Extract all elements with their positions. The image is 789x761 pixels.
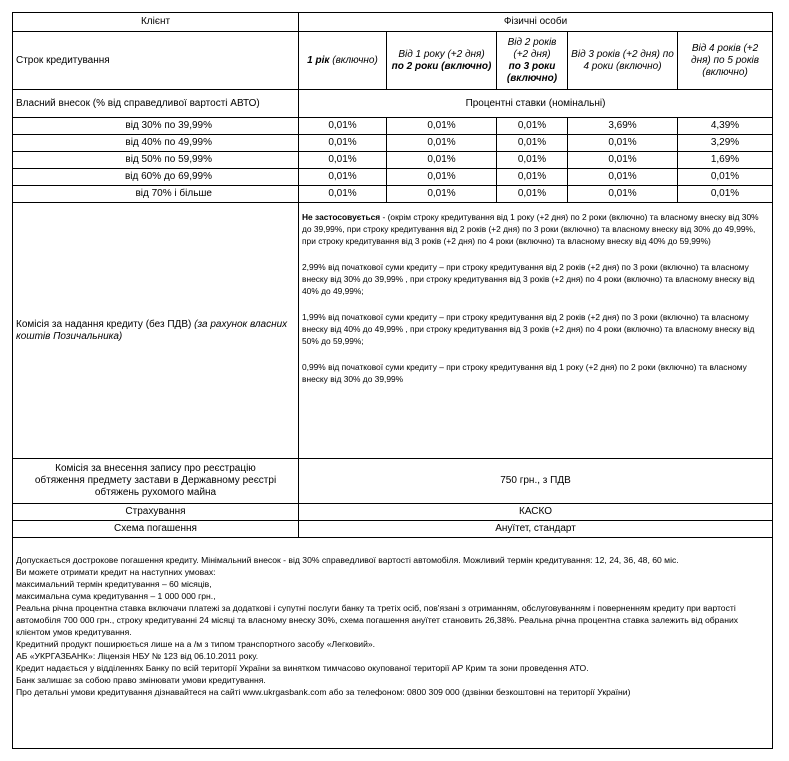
credit-terms-table (12, 12, 773, 749)
rate-value: 0,01% (497, 152, 568, 169)
rate-value: 0,01% (497, 169, 568, 186)
note-line: максимальна сума кредитування – 1 000 000 грн., (16, 591, 216, 601)
client-label: Клієнт (13, 13, 299, 32)
rate-row (13, 169, 773, 186)
note-line: Банк залишає за собою право змінювати умови кредитування. (16, 675, 266, 685)
rate-value: 0,01% (387, 135, 497, 152)
rate-value: 0,01% (299, 152, 387, 169)
rate-value: 0,01% (568, 152, 678, 169)
term-col-2: Від 1 року (+2 дня) по 2 роки (включно) (387, 32, 497, 90)
terms-label: Строк кредитування (13, 32, 299, 90)
insurance-row (13, 504, 773, 521)
rates-header: Процентні ставки (номінальні) (299, 90, 773, 118)
insurance-label: Страхування (13, 504, 299, 521)
registry-label: Комісія за внесення запису про реєстрацію обтяження предмету застави в Державному реєстрі обтяжень рухомого майна (13, 459, 299, 504)
client-value: Фізичні особи (299, 13, 773, 32)
rate-range: від 70% і більше (13, 186, 299, 203)
rate-value: 0,01% (299, 118, 387, 135)
rate-range: від 40% по 49,99% (13, 135, 299, 152)
notes-row (13, 538, 773, 749)
client-row (13, 13, 773, 32)
repayment-label: Схема погашення (13, 521, 299, 538)
rate-value: 4,39% (678, 118, 773, 135)
note-line: Про детальні умови кредитування дізнавайтеся на сайті www.ukrgasbank.com або за телефоном: 0800 309 000 (дзвінки безкоштовні на території України) (16, 687, 631, 697)
rate-value: 0,01% (387, 169, 497, 186)
commission-details (299, 203, 773, 459)
rate-value: 0,01% (497, 135, 568, 152)
registry-value: 750 грн., з ПДВ (299, 459, 773, 504)
registry-row (13, 459, 773, 504)
rate-value: 3,29% (678, 135, 773, 152)
notes-block (13, 538, 773, 749)
commission-label: Комісія за надання кредиту (без ПДВ) (за рахунок власних коштів Позичальника) (13, 203, 299, 459)
rate-value: 0,01% (497, 118, 568, 135)
rate-range: від 30% по 39,99% (13, 118, 299, 135)
rate-value: 0,01% (387, 152, 497, 169)
term-col-3: Від 2 років (+2 дня) по 3 роки (включно) (497, 32, 568, 90)
rate-value: 0,01% (497, 186, 568, 203)
term-col-4: Від 3 років (+2 дня) по 4 роки (включно) (568, 32, 678, 90)
rate-value: 1,69% (678, 152, 773, 169)
rate-value: 0,01% (678, 169, 773, 186)
term-col-5: Від 4 років (+2 дня) по 5 років (включно) (678, 32, 773, 90)
rate-value: 0,01% (568, 135, 678, 152)
commission-row (13, 203, 773, 459)
rate-value: 0,01% (387, 186, 497, 203)
rate-value: 3,69% (568, 118, 678, 135)
rate-value: 0,01% (299, 135, 387, 152)
commission-paragraph: 1,99% від початкової суми кредиту – при строку кредитування від 2 років (+2 дня) по 3 роки (включно) та власному внеску від 40% до 49,99% , при строку кредитування від 3 років (+2 дня) по 4 роки (включно) та власному внеску від 50% до 59,99%; (302, 312, 755, 346)
rate-value: 0,01% (299, 186, 387, 203)
rate-value: 0,01% (387, 118, 497, 135)
note-line: Реальна річна процентна ставка включачи платежі за додаткові і супутні послуги банку та третіх осіб, пов'язані з отриманням, обслуговуванням і поверненням кредиту при вартості автомобіля 700 000 грн., строку кредитуванні 24 місяці та власному внеску 30%, схема погашення ануїтет становить 26,38%. Реальна річна процентна ставка залежить від обраних клієнтом умов кредитування. (16, 603, 739, 637)
note-line: максимальний термін кредитування – 60 місяців, (16, 579, 212, 589)
rate-row (13, 118, 773, 135)
rate-value: 0,01% (678, 186, 773, 203)
commission-paragraph: 2,99% від початкової суми кредиту – при строку кредитування від 2 років (+2 дня) по 3 роки (включно) та власному внеску від 30% до 39,99% , при строку кредитування від 3 років (+2 дня) по 4 роки (включно) та власному внеску від 40% до 49,99%; (302, 262, 755, 296)
rate-row (13, 135, 773, 152)
repayment-row (13, 521, 773, 538)
term-col-1: 1 рік (включно) (299, 32, 387, 90)
note-line: Кредитний продукт поширюється лише на а /м з типом транспортного засобу «Легковий». (16, 639, 376, 649)
note-line: АБ «УКРГАЗБАНК»: Ліцензія НБУ № 123 від 06.10.2011 року. (16, 651, 259, 661)
rate-row (13, 186, 773, 203)
commission-paragraph: Не застосовується - (окрім строку кредитування від 1 року (+2 дня) по 2 роки (включно) та власному внеску від 30% до 39,99%, при строку кредитування від 2 років (+2 дня) по 3 роки (включно) та власному внеску від 30% до 49,99%, при строку кредитування від 3 років (+2 дня) по 4 роки (включно) та власному внеску від 40% до 59,99%) (302, 212, 759, 246)
down-payment-row (13, 90, 773, 118)
commission-paragraph: 0,99% від початкової суми кредиту – при строку кредитування від 1 року (+2 дня) по 2 роки (включно) та власному внеску від 30% до 39,99% (302, 362, 747, 384)
note-line: Ви можете отримати кредит на наступних умовах: (16, 567, 216, 577)
rate-value: 0,01% (568, 186, 678, 203)
rate-value: 0,01% (568, 169, 678, 186)
rate-value: 0,01% (299, 169, 387, 186)
note-line: Кредит надається у відділеннях Банку по всій території України за винятком тимчасово окупованої території АР Крим та зони проведення АТО. (16, 663, 589, 673)
rate-row (13, 152, 773, 169)
note-line: Допускається дострокове погашення кредиту. Мінімальний внесок - від 30% справедливої вартості автомобіля. Можливий термін кредитування: 12, 24, 36, 48, 60 міс. (16, 555, 679, 565)
repayment-value: Ануїтет, стандарт (299, 521, 773, 538)
rate-range: від 60% до 69,99% (13, 169, 299, 186)
down-payment-label: Власний внесок (% від справедливої вартості АВТО) (13, 90, 299, 118)
terms-row (13, 32, 773, 90)
rate-range: від 50% по 59,99% (13, 152, 299, 169)
insurance-value: КАСКО (299, 504, 773, 521)
